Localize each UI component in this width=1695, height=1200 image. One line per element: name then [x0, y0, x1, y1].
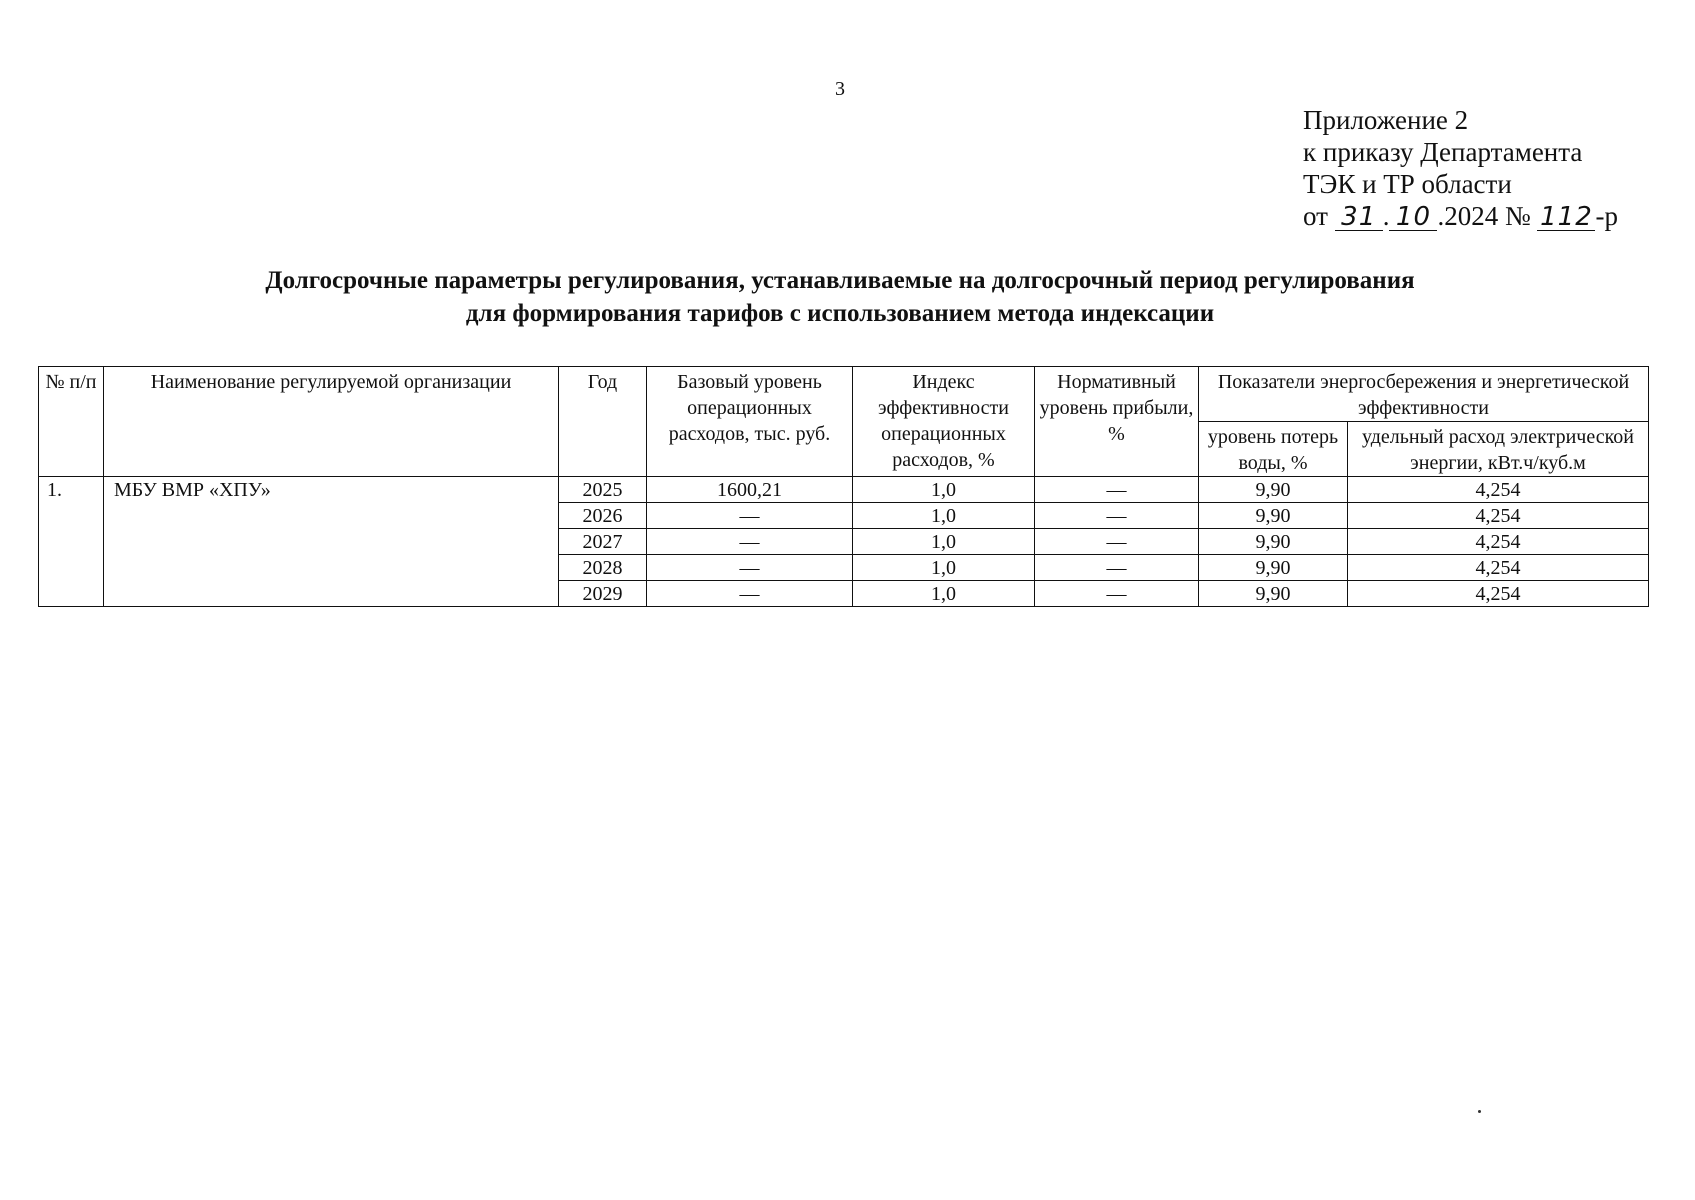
date-separator: . [1382, 201, 1390, 231]
cell-year: 2025 [559, 477, 647, 503]
cell-efficiency-index: 1,0 [853, 503, 1035, 529]
cell-base-level: — [647, 555, 853, 581]
cell-organization: МБУ ВМР «ХПУ» [104, 477, 559, 607]
header-organization: Наименование регулируемой организации [104, 367, 559, 477]
cell-electricity: 4,254 [1348, 581, 1649, 607]
date-year: .2024 [1437, 201, 1499, 231]
cell-profit-level: — [1035, 477, 1199, 503]
cell-year: 2027 [559, 529, 647, 555]
cell-row-number: 1. [39, 477, 104, 607]
appendix-title: Приложение 2 [1303, 105, 1469, 135]
handwritten-number: 112 [1537, 204, 1595, 231]
cell-electricity: 4,254 [1348, 529, 1649, 555]
scan-speck [1478, 1110, 1481, 1113]
cell-efficiency-index: 1,0 [853, 529, 1035, 555]
header-water-loss: уровень потерь воды, % [1199, 422, 1348, 477]
cell-water-loss: 9,90 [1199, 581, 1348, 607]
number-suffix: -р [1595, 201, 1618, 231]
cell-base-level: — [647, 529, 853, 555]
appendix-department: ТЭК и ТР области [1303, 169, 1512, 199]
header-profit-level: Нормативный уровень прибыли, % [1035, 367, 1199, 477]
cell-water-loss: 9,90 [1199, 529, 1348, 555]
cell-electricity: 4,254 [1348, 477, 1649, 503]
appendix-order-ref: к приказу Департамента [1303, 137, 1583, 167]
cell-profit-level: — [1035, 581, 1199, 607]
cell-efficiency-index: 1,0 [853, 477, 1035, 503]
cell-year: 2026 [559, 503, 647, 529]
cell-base-level: — [647, 503, 853, 529]
number-sign: № [1504, 201, 1531, 231]
table-row [39, 477, 1649, 503]
handwritten-month: 10 [1389, 204, 1437, 231]
header-energy-indicators: Показатели энергосбережения и энергетической эффективности [1199, 367, 1649, 422]
appendix-date-line [1303, 200, 1618, 232]
cell-efficiency-index: 1,0 [853, 581, 1035, 607]
header-efficiency-index: Индекс эффективности операционных расходов, % [853, 367, 1035, 477]
cell-efficiency-index: 1,0 [853, 555, 1035, 581]
cell-electricity: 4,254 [1348, 555, 1649, 581]
handwritten-day: 31 [1335, 204, 1383, 231]
parameters-table [38, 366, 1649, 607]
header-row-1 [39, 367, 1649, 422]
cell-water-loss: 9,90 [1199, 477, 1348, 503]
document-title-line-1: Долгосрочные параметры регулирования, устанавливаемые на долгосрочный период регулирования [265, 267, 1415, 294]
cell-profit-level: — [1035, 555, 1199, 581]
cell-water-loss: 9,90 [1199, 555, 1348, 581]
appendix-block [1303, 104, 1618, 232]
header-electricity: удельный расход электрической энергии, кВт.ч/куб.м [1348, 422, 1649, 477]
header-base-level: Базовый уровень операционных расходов, тыс. руб. [647, 367, 853, 477]
cell-base-level: — [647, 581, 853, 607]
page-number: 3 [835, 78, 845, 100]
document-title-line-2: для формирования тарифов с использованием метода индексации [465, 300, 1215, 327]
header-year: Год [559, 367, 647, 477]
header-num: № п/п [39, 367, 104, 477]
cell-water-loss: 9,90 [1199, 503, 1348, 529]
cell-profit-level: — [1035, 503, 1199, 529]
cell-base-level: 1600,21 [647, 477, 853, 503]
document-title [0, 264, 1680, 330]
cell-electricity: 4,254 [1348, 503, 1649, 529]
cell-year: 2028 [559, 555, 647, 581]
date-prefix: от [1303, 201, 1328, 231]
cell-profit-level: — [1035, 529, 1199, 555]
cell-year: 2029 [559, 581, 647, 607]
